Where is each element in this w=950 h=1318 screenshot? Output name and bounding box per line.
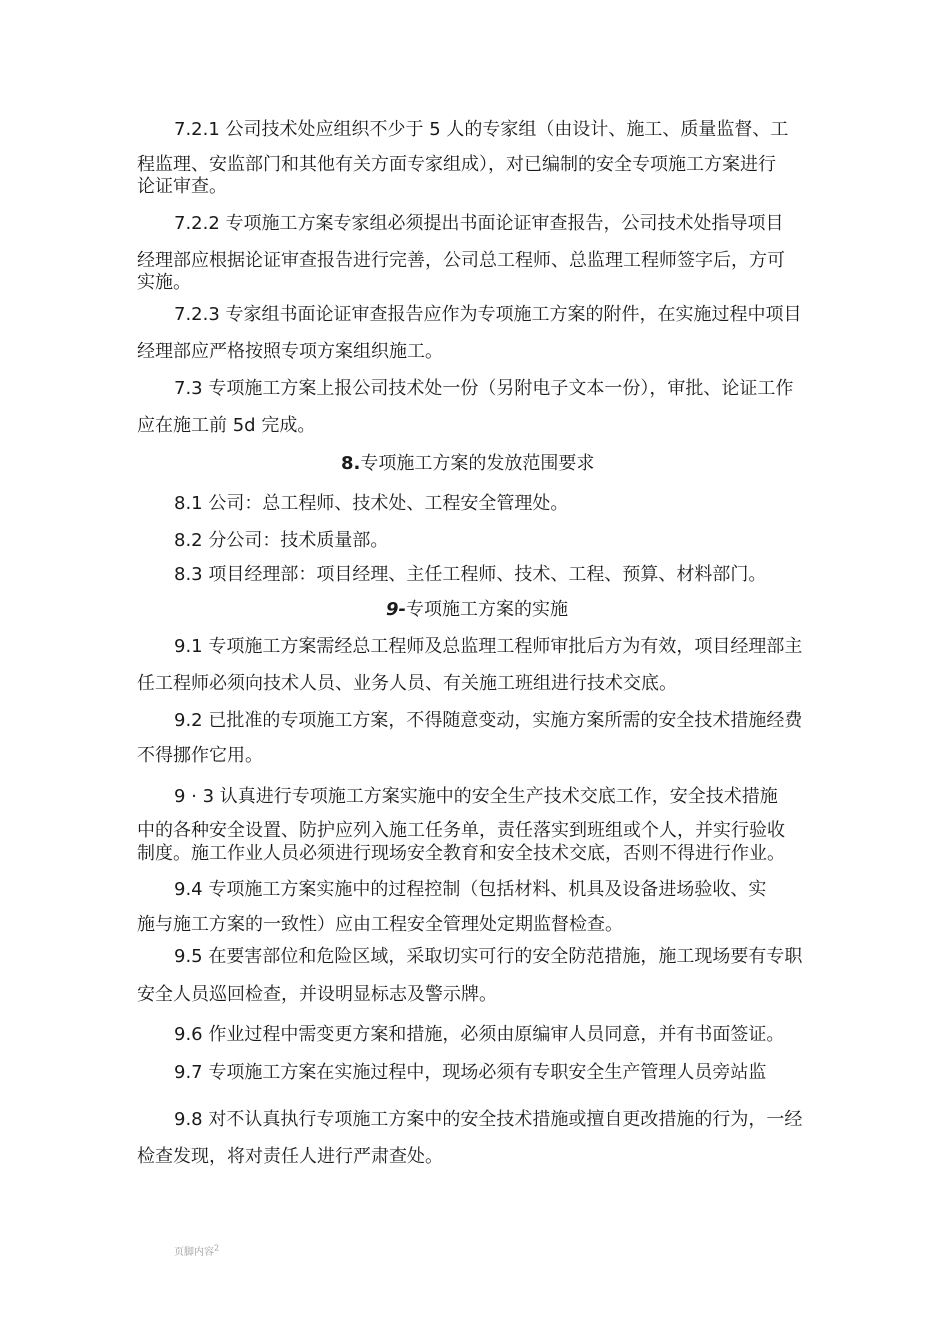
text-line: 7.3 专项施工方案上报公司技术处一份（另附电子文本一份），审批、论证工作 — [174, 378, 794, 399]
text-line: 9.4 专项施工方案实施中的过程控制（包括材料、机具及设备进场验收、实 — [174, 879, 767, 900]
text-line: 9.1 专项施工方案需经总工程师及总监理工程师审批后方为有效，项目经理部主 — [174, 636, 803, 657]
text-line: 应在施工前 5d 完成。 — [137, 415, 316, 436]
text-line: 9 · 3 认真进行专项施工方案实施中的安全生产技术交底工作，安全技术措施 — [174, 786, 778, 807]
text-line: 安全人员巡回检查，并设明显标志及警示牌。 — [137, 984, 497, 1005]
text-line: 经理部应严格按照专项方案组织施工。 — [137, 341, 443, 362]
text-line: 论证审查。 — [137, 176, 227, 197]
text-line: 经理部应根据论证审查报告进行完善，公司总工程师、总监理工程师签字后，方可 — [137, 250, 785, 271]
text-line: 7.2.1 公司技术处应组织不少于 5 人的专家组（由设计、施工、质量监督、工 — [174, 119, 789, 140]
paragraph-9-7: 9.7 专项施工方案在实施过程中，现场必须有专职安全生产管理人员旁站监 — [174, 1062, 767, 1083]
text-line: 7.2.2 专项施工方案专家组必须提出书面论证审查报告，公司技术处指导项目 — [174, 213, 784, 234]
text-line: 不得挪作它用。 — [137, 745, 263, 766]
section-9-title: 专项施工方案的实施 — [406, 599, 568, 620]
text-line: 中的各种安全设置、防护应列入施工任务单，责任落实到班组或个人，并实行验收 — [137, 820, 785, 841]
page-footer — [174, 1243, 219, 1258]
section-9-number: 9- — [386, 599, 406, 620]
list-item: 8.2 分公司：技术质量部。 — [174, 530, 389, 551]
text-line: 7.2.3 专家组书面论证审查报告应作为专项施工方案的附件，在实施过程中项目 — [174, 304, 802, 325]
text-line: 程监理、安监部门和其他有关方面专家组成），对已编制的安全专项施工方案进行 — [137, 154, 776, 175]
text-line: 任工程师必须向技术人员、业务人员、有关施工班组进行技术交底。 — [137, 673, 677, 694]
list-item: 8.1 公司：总工程师、技术处、工程安全管理处。 — [174, 493, 569, 514]
text-line: 9.2 已批准的专项施工方案，不得随意变动，实施方案所需的安全技术措施经费 — [174, 710, 803, 731]
footer-text: 页脚内容 — [174, 1247, 214, 1258]
text-line: 施与施工方案的一致性）应由工程安全管理处定期监督检查。 — [137, 914, 623, 935]
paragraph-9-6: 9.6 作业过程中需变更方案和措施，必须由原编审人员同意，并有书面签证。 — [174, 1024, 785, 1045]
section-9-heading — [386, 599, 568, 621]
text-line: 9.5 在要害部位和危险区域，采取切实可行的安全防范措施，施工现场要有专职 — [174, 946, 803, 967]
section-8-title: 专项施工方案的发放范围要求 — [360, 453, 595, 474]
page-number: 2 — [214, 1243, 220, 1253]
text-line: 检查发现，将对责任人进行严肃查处。 — [137, 1146, 443, 1167]
section-8-heading — [341, 453, 594, 475]
list-item: 8.3 项目经理部：项目经理、主任工程师、技术、工程、预算、材料部门。 — [174, 564, 767, 585]
text-line: 实施。 — [137, 272, 191, 293]
text-line: 9.8 对不认真执行专项施工方案中的安全技术措施或擅自更改措施的行为，一经 — [174, 1109, 803, 1130]
text-line: 制度。施工作业人员必须进行现场安全教育和安全技术交底，否则不得进行作业。 — [137, 843, 785, 864]
section-8-number: 8. — [341, 453, 361, 474]
